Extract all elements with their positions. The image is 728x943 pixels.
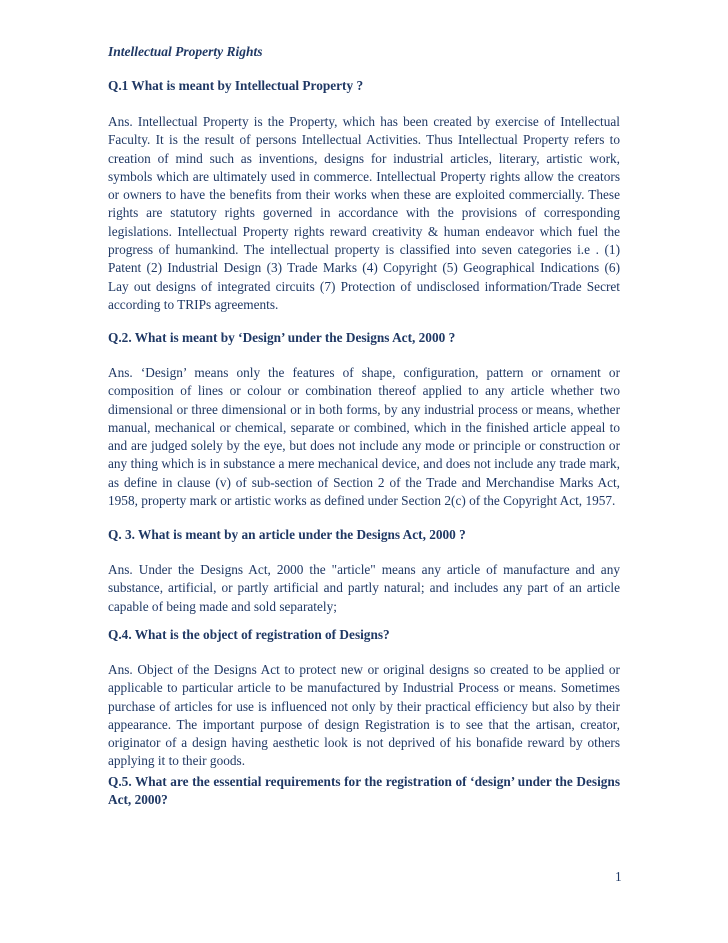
question-4: Q.4. What is the object of registration of Designs? — [108, 627, 390, 642]
answer-1: Ans. Intellectual Property is the Property, which has been created by exercise of Intellectual Faculty. It is the result of persons Intellectual Activities. Thus Intellectual Property refers to creation of mind such as inventions, designs for industrial articles, literary, artistic work, symbols which are ultimately used in commerce. Intellectual Property rights allow the creators or owners to have the benefits from their works when these are exploited commercially. These rights are statutory rights governed in accordance with the provisions of corresponding legislations. Intellectual Property rights reward creativity & human endeavor which fuel the progress of humankind. The intellectual property is classified into seven categories i.e . (1) Patent (2) Industrial Design (3) Trade Marks (4) Copyright (5) Geographical Indications (6) Lay out designs of integrated circuits (7) Protection of undisclosed information/Trade Secret according to TRIPs agreements. — [108, 114, 620, 312]
question-5: Q.5. What are the essential requirements for the registration of ‘design’ under the Designs Act, 2000? — [108, 774, 620, 808]
question-1: Q.1 What is meant by Intellectual Property ? — [108, 78, 364, 93]
page-number: 1 — [615, 869, 622, 884]
answer-3: Ans. Under the Designs Act, 2000 the "article" means any article of manufacture and any substance, artificial, or partly artificial and partly natural; and includes any part of an article capable of being made and sold separately; — [108, 562, 620, 614]
answer-2: Ans. ‘Design’ means only the features of shape, configuration, pattern or ornament or composition of lines or colour or combination thereof applied to any article whether two dimensional or three dimensional or in both forms, by any industrial process or means, whether manual, mechanical or chemical, separate or combined, which in the finished article appeal to and are judged solely by the eye, but does not include any mode or principle or construction or any thing which is in substance a mere mechanical device, and does not include any trade mark, as define in clause (v) of sub-section of Section 2 of the Trade and Merchandise Marks Act, 1958, property mark or artistic works as defined under Section 2(c) of the Copyright Act, 1957. — [108, 365, 620, 509]
question-2: Q.2. What is meant by ‘Design’ under the Designs Act, 2000 ? — [108, 330, 456, 345]
question-3: Q. 3. What is meant by an article under the Designs Act, 2000 ? — [108, 527, 466, 542]
document-title: Intellectual Property Rights — [108, 44, 263, 59]
answer-4: Ans. Object of the Designs Act to protect new or original designs so created to be applied or applicable to particular article to be manufactured by Industrial Process or means. Sometimes purchase of articles for use is influenced not only by their practical efficiency but also by their appearance. The important purpose of design Registration is to see that the artisan, creator, originator of a design having aesthetic look is not deprived of his bonafide reward by others applying it to their goods. — [108, 662, 620, 769]
